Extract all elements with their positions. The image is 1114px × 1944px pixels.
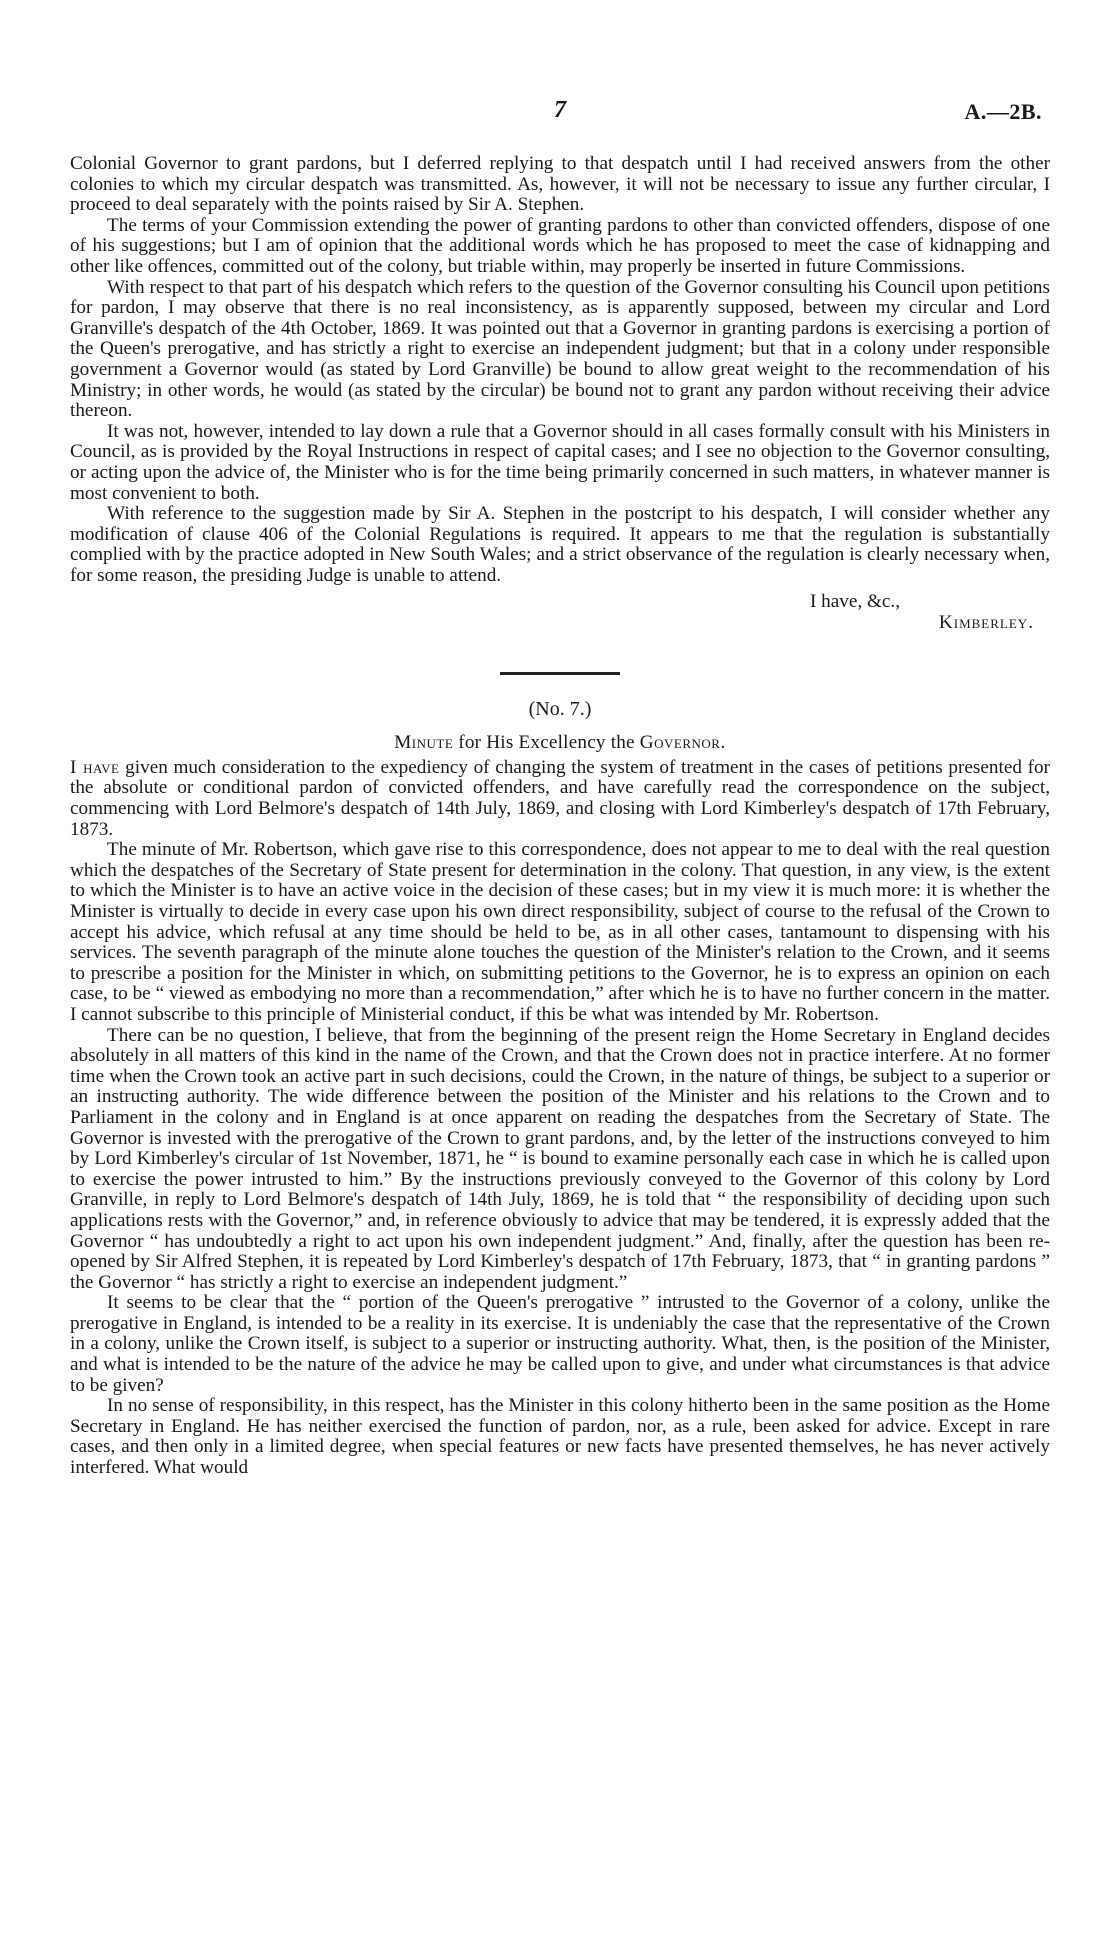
letter-closing [70, 592, 1050, 633]
opening-text: given much consideration to the expediency of changing the system of treatment in the cases of petitions presented for the absolute or conditional pardon of convicted offenders, and have carefully read the correspondence on the subject, commencing with Lord Belmore's despatch of 14th July, 1869, and closing with Lord Kimberley's despatch of 17th February, 1873. [70, 756, 1050, 840]
title-word: Minute [394, 732, 454, 754]
paragraph: With respect to that part of his despatch which refers to the question of the Governor consulting his Council upon petitions for pardon, I may observe that there is no real inconsistency, as is apparently supposed, between my circular and Lord Granville's despatch of the 4th October, 1869. It was pointed out that a Governor in granting pardons is exercising a portion of the Queen's prerogative, and has strictly a right to exercise an independent judgment; but that in a colony under responsible government a Governor would (as stated by Lord Granville) be bound to allow great weight to the recommendation of his Ministry; in other words, he would (as stated by the circular) be bound not to grant any pardon without receiving their advice thereon. [70, 276, 1050, 422]
title-recipient: Governor. [639, 732, 726, 754]
paragraph: It seems to be clear that the “ portion of the Queen's prerogative ” intrusted to the Governor of a colony, unlike the prerogative in England, is intended to be a reality in its exercise. It is undeniably the case that the representative of the Crown in a colony, unlike the Crown itself, is subject to a superior or instructing authority. What, then, is the position of the Minister, and what is intended to be the nature of the advice he may be called upon to give, and under what circumstances is that advice to be given? [70, 1292, 1050, 1396]
paragraph: There can be no question, I believe, that from the beginning of the present reign the Home Secretary in England decides absolutely in all matters of this kind in the name of the Crown, and that the Crown does not in practice interfere. At no former time when the Crown took an active part in such decisions, could the Crown, in the nature of things, be subject to a superior or an instructing authority. The wide difference between the position of the Minister and his relations to the Crown and to Parliament in the colony and in England is at once apparent on reading the despatches from the Secretary of State. The Governor is invested with the prerogative of the Crown to grant pardons, and, by the letter of the instructions conveyed to him by Lord Kimberley's circular of 1st November, 1871, he “ is bound to examine personally each case in which he is called upon to exercise the power intrusted to him.” By the instructions previously conveyed to the Governor of this colony by Lord Granville, in reply to Lord Belmore's despatch of 14th July, 1869, he is told that “ the responsibility of deciding upon such applications rests with the Governor,” and, in reference obviously to advice that may be tendered, it is expressly added that the Governor “ has undoubtedly a right to act upon his own independent judgment.” And, finally, after the question has been re-opened by Sir Alfred Stephen, it is repeated by Lord Kimberley's despatch of 17th February, 1873, that “ in granting pardons ” the Governor “ has strictly a right to exercise an independent judgment.” [70, 1024, 1050, 1293]
paragraph: The terms of your Commission extending the power of granting pardons to other than convicted offenders, dispose of one of his suggestions; but I am of opinion that the additional words which he has proposed to meet the case of kidnapping and other like offences, committed out of the colony, but triable within, may properly be inserted in future Commissions. [70, 214, 1050, 277]
opening-words: I have [70, 756, 120, 778]
document-number: (No. 7.) [528, 697, 592, 720]
paragraph: With reference to the suggestion made by Sir A. Stephen in the postcript to his despatch, I will consider whether any modification of clause 406 of the Colonial Regulations is required. It appears to me that the regulation is substantially complied with by the practice adopted in New South Wales; and a strict observance of the regulation is clearly necessary when, for some reason, the presiding Judge is unable to attend. [70, 503, 1050, 586]
paragraph: Colonial Governor to grant pardons, but I deferred replying to that despatch until I had received answers from the other colonies to which my circular despatch was transmitted. As, however, it will not be necessary to issue any further circular, I proceed to deal separately with the points raised by Sir A. Stephen. [70, 153, 1050, 216]
closing-greeting: I have, &c., [809, 591, 900, 613]
section-divider [500, 672, 620, 675]
paragraph: In no sense of responsibility, in this respect, has the Minister in this colony hitherto been in the same position as the Home Secretary in England. He has neither exercised the function of pardon, nor, as a rule, been asked for advice. Except in rare cases, and then only in a limited degree, when special features or new facts have presented themselves, he has never actively interfered. What would [70, 1395, 1050, 1479]
page-header [70, 97, 1050, 154]
signature: Kimberley. [938, 612, 1034, 634]
paragraph: The minute of Mr. Robertson, which gave rise to this correspondence, does not appear to me to deal with the real question which the despatches of the Secretary of State present for determination in the colony. That question, in any view, is the extent to which the Minister is to have an active voice in the decision of these cases; but in my view it is much more: it is whether the Minister is virtually to decide in every case upon his own direct responsibility, subject of course to the refusal of the Crown to accept his advice, which refusal at any time should be held to be, as in all other cases, tantamount to dispensing with his services. The seventh paragraph of the minute alone touches the question of the Minister's relation to the Crown, and it seems to prescribe a position for the Minister in which, on submitting petitions to the Governor, he is to express an opinion on each case, to be “ viewed as embodying no more than a recommendation,” after which he is to have no further concern in the matter. I cannot subscribe to this principle of Ministerial conduct, if this be what was intended by Mr. Robertson. [70, 839, 1050, 1025]
sheet-reference: A.—2B. [964, 99, 1042, 124]
paragraph [70, 758, 1050, 840]
title-middle: for His Excellency the [453, 732, 640, 754]
paragraph: It was not, however, intended to lay down a rule that a Governor should in all cases formally consult with his Ministers in Council, as is provided by the Royal Instructions in respect of capital cases; and I see no objection to the Governor consulting, or acting upon the advice of, the Minister who is for the time being primarily concerned in such matters, in whatever manner is most convenient to both. [70, 420, 1050, 504]
minute-body [70, 758, 1050, 1479]
page-number: 7 [554, 97, 566, 123]
document-title [70, 733, 1050, 754]
letter-continuation [70, 154, 1050, 634]
